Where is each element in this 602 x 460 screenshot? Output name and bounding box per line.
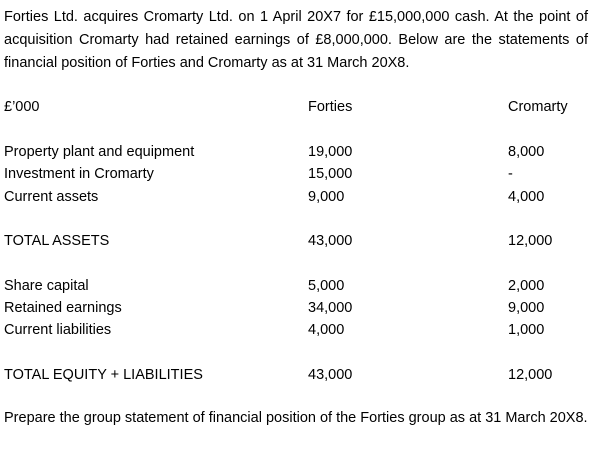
header-cromarty: Cromarty [508, 99, 568, 115]
row-label-retained-earnings: Retained earnings [4, 300, 122, 316]
row-value-forties-share-capital: 5,000 [308, 278, 345, 294]
row-value-forties-investment: 15,000 [308, 166, 353, 182]
row-label-share-capital: Share capital [4, 278, 89, 294]
row-value-cromarty-total-equity-liabilities: 12,000 [508, 367, 553, 383]
row-value-cromarty-ppe: 8,000 [508, 144, 545, 160]
header-forties: Forties [308, 99, 353, 115]
row-label-current-assets: Current assets [4, 189, 99, 205]
row-label-current-liabilities: Current liabilities [4, 322, 112, 338]
row-label-investment: Investment in Cromarty [4, 166, 154, 182]
row-value-cromarty-share-capital: 2,000 [508, 278, 545, 294]
row-value-cromarty-investment: - [508, 166, 513, 182]
row-value-forties-current-assets: 9,000 [308, 189, 345, 205]
row-label-total-equity-liabilities: TOTAL EQUITY + LIABILITIES [4, 367, 203, 383]
row-value-forties-total-equity-liabilities: 43,000 [308, 367, 353, 383]
intro-paragraph: Forties Ltd. acquires Cromarty Ltd. on 1 April 20X7 for £15,000,000 cash. At the point of acquisition Cromarty had retained earnings of £8,000,000. Below are the statements of financial position of Forties and Cromarty as at 31 March 20X8. [4, 9, 588, 71]
row-value-cromarty-retained-earnings: 9,000 [508, 300, 545, 316]
row-value-cromarty-total-assets: 12,000 [508, 233, 553, 249]
row-label-ppe: Property plant and equipment [4, 144, 195, 160]
header-unit: £’000 [4, 99, 40, 115]
row-value-cromarty-current-liabilities: 1,000 [508, 322, 545, 338]
question-paragraph: Prepare the group statement of financial position of the Forties group as at 31 March 20X8. [4, 410, 588, 426]
row-value-cromarty-current-assets: 4,000 [508, 189, 545, 205]
row-value-forties-current-liabilities: 4,000 [308, 322, 345, 338]
row-value-forties-ppe: 19,000 [308, 144, 353, 160]
row-value-forties-retained-earnings: 34,000 [308, 300, 353, 316]
row-label-total-assets: TOTAL ASSETS [4, 233, 110, 249]
row-value-forties-total-assets: 43,000 [308, 233, 353, 249]
